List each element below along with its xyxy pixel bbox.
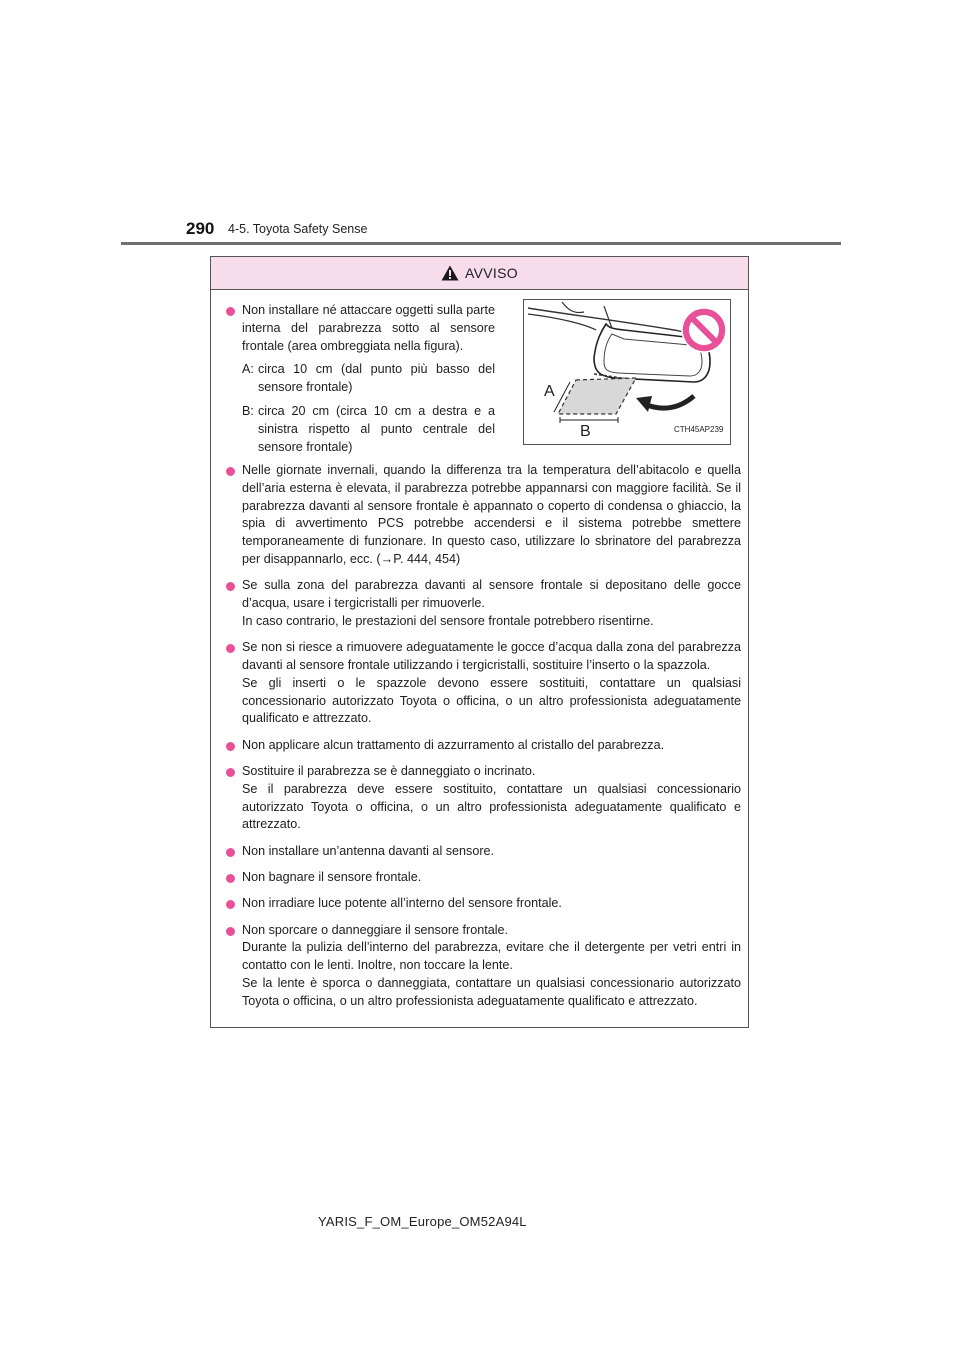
bullet-icon: [226, 768, 235, 777]
warning-title: AVVISO: [465, 265, 518, 281]
list-item: [224, 922, 741, 1011]
item-paragraph: Se il parabrezza deve essere sostituito, contattare un qualsiasi concessionario autorizzato Toyota o officina, o un altro professionista adeguatamente qualificato e attrezzato.: [242, 781, 741, 832]
section-title: 4-5. Toyota Safety Sense: [228, 222, 368, 236]
sub-item-text: circa 10 cm (dal punto più basso del sensore frontale): [258, 362, 495, 395]
sub-item-label: B:: [242, 403, 254, 418]
item-paragraph: In caso contrario, le prestazioni del sensore frontale potrebbero risentirne.: [242, 613, 654, 628]
list-item: [224, 895, 741, 913]
label-b: B: [580, 423, 591, 440]
bullet-icon: [226, 467, 235, 476]
label-a: A: [544, 383, 555, 400]
prohibited-icon: [682, 308, 726, 352]
page-number: 290: [186, 219, 215, 238]
item-paragraph: Non bagnare il sensore frontale.: [242, 869, 422, 884]
first-item-text-column: [242, 302, 495, 456]
item-paragraph: Non installare un’antenna davanti al sensore.: [242, 843, 495, 858]
bullet-icon: [226, 582, 235, 591]
list-item: [224, 577, 741, 630]
item-paragraph: Non irradiare luce potente all’interno del sensore frontale.: [242, 896, 562, 911]
item-paragraph: Se non si riesce a rimuovere adeguatamente le gocce d’acqua dalla zona del parabrezza davanti al sensore frontale utilizzando i tergicristalli, sostituire l’inserto o la spazzola.: [242, 640, 741, 672]
item-paragraph: Sostituire il parabrezza se è danneggiato o incrinato.: [242, 763, 536, 778]
bullet-icon: [226, 927, 235, 936]
item-paragraph: Se gli inserti o le spazzole devono essere sostituiti, contattare un qualsiasi concessionario autorizzato Toyota o officina, o un altro professionista adeguatamente qualificato e attrezzato.: [242, 675, 741, 726]
item-paragraph: Non installare né attaccare oggetti sulla parte interna del parabrezza sotto al sensore frontale (area ombreggiata nella figura).: [242, 303, 495, 353]
bullet-icon: [226, 644, 235, 653]
item-paragraph: Durante la pulizia dell’interno del parabrezza, evitare che il detergente per vetri entri in contatto con le lenti. Inoltre, non toccare la lente.: [242, 940, 741, 973]
footer-doc-id: YARIS_F_OM_Europe_OM52A94L: [318, 1214, 527, 1229]
sub-item-b: [242, 403, 495, 456]
item-paragraph: Non applicare alcun trattamento di azzurramento al cristallo del parabrezza.: [242, 737, 665, 752]
figure-code: CTH45AP239: [674, 425, 724, 434]
list-item: [224, 763, 741, 834]
warning-items-list: [224, 462, 741, 1011]
bullet-icon: [226, 307, 235, 316]
sub-item-a: [242, 361, 495, 397]
warning-header: [211, 257, 748, 290]
warning-triangle-icon: [441, 265, 459, 281]
item-paragraph: Non sporcare o danneggiare il sensore frontale.: [242, 922, 509, 937]
sub-item-text: circa 20 cm (circa 10 cm a destra e a sinistra rispetto al punto centrale del sensore frontale): [258, 403, 495, 454]
bullet-icon: [226, 742, 235, 751]
sensor-figure: [523, 299, 731, 445]
header-divider: [121, 242, 841, 245]
item-paragraph: Se sulla zona del parabrezza davanti al sensore frontale si depositano delle gocce d’acqua, usare i tergicristalli per rimuoverle.: [242, 578, 741, 611]
list-item: [224, 843, 741, 861]
bullet-icon: [226, 848, 235, 857]
item-paragraph: Nelle giornate invernali, quando la differenza tra la temperatura dell’abitacolo e quella dell’aria esterna è elevata, il parabrezza potrebbe appannarsi con maggiore facilità. Se il parabrezza davanti al sensore frontale è appannato o coperto di condensa o ghiaccio, la spia di avvertimento PCS potrebbe accendersi e il sistema potrebbe smettere temporaneamente di funzionare. In questo caso, utilizzare lo sbrinatore del parabrezza per disappannarlo, ecc. (→P. 444, 454): [242, 463, 741, 566]
item-paragraph: Se la lente è sporca o danneggiata, contattare un qualsiasi concessionario autorizzato Toyota o officina, o un altro professionista adeguatamente qualificato e attrezzato.: [242, 975, 741, 1008]
list-item: [224, 639, 741, 728]
warning-box: [210, 256, 749, 1028]
sub-item-label: A:: [242, 362, 254, 377]
list-item: [224, 737, 741, 755]
sensor-illustration: [524, 300, 730, 444]
bullet-icon: [226, 874, 235, 883]
list-item: [224, 462, 741, 569]
list-item: [224, 869, 741, 887]
bullet-icon: [226, 900, 235, 909]
